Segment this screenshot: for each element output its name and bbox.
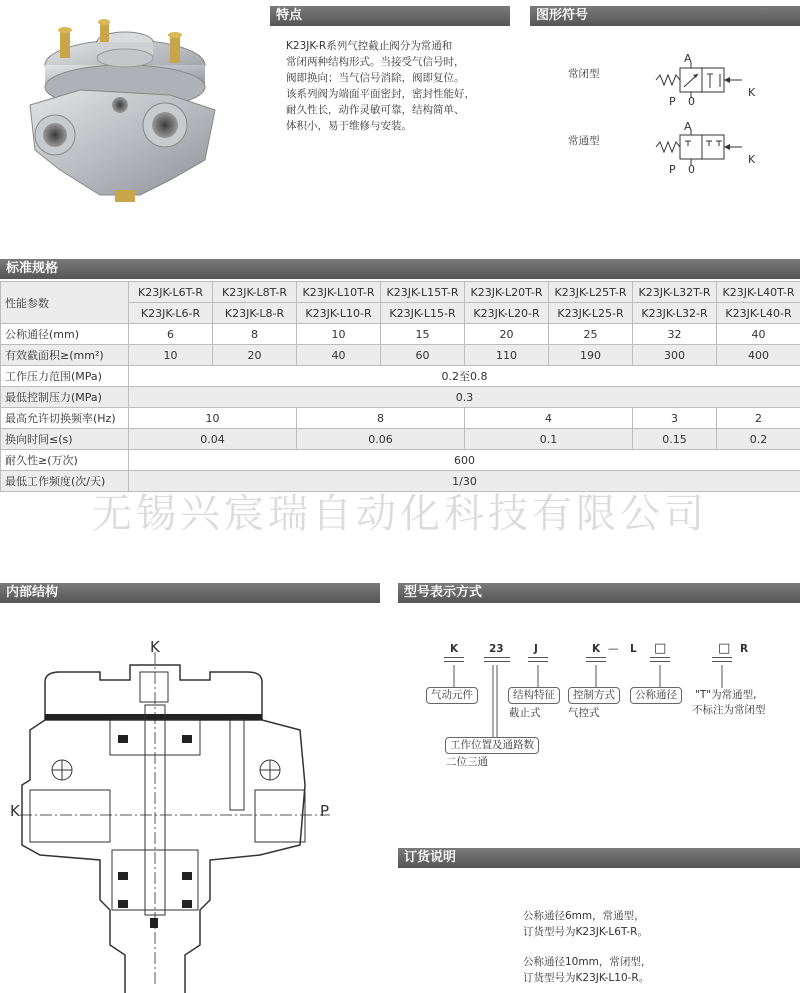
code-dash: — — [608, 643, 619, 655]
spec-cell: 6 — [129, 324, 213, 345]
spec-model-t-cell: K23JK-L15T-R — [381, 282, 465, 303]
features-line: 阀即换向；当气信号消除，阀即复位。 — [286, 72, 465, 84]
nc-port-a: A — [684, 52, 692, 65]
features-line: 耐久性长，动作灵敏可靠，结构简单、 — [286, 104, 465, 116]
spec-cell: 2 — [717, 408, 800, 429]
spec-row-label: 最低工作频度(次/天) — [1, 471, 129, 492]
spec-cell: 110 — [465, 345, 549, 366]
spec-cell: 600 — [129, 450, 800, 471]
spec-model-cell: K23JK-L20-R — [465, 303, 549, 324]
spec-row — [1, 345, 800, 366]
spec-cell: 20 — [465, 324, 549, 345]
code-j: J — [534, 643, 538, 655]
box-bore: 公称通径 — [630, 687, 682, 704]
spec-model-t-cell: K23JK-L10T-R — [297, 282, 381, 303]
nc-port-zero: 0 — [688, 95, 695, 108]
no-port-p: P — [669, 163, 676, 176]
spec-row-label: 最高允许切换频率(Hz) — [1, 408, 129, 429]
spec-cell: 1/30 — [129, 471, 800, 492]
spec-cell: 20 — [213, 345, 297, 366]
code-23: 23 — [489, 643, 504, 655]
spec-row-label: 换向时间≤(s) — [1, 429, 129, 450]
spec-cell: 8 — [213, 324, 297, 345]
note-t-2: 不标注为常闭型 — [692, 704, 766, 716]
spec-row-label: 工作压力范围(MPa) — [1, 366, 129, 387]
ordering-line: 订货型号为K23JK-L6T-R。 — [523, 926, 648, 938]
nc-valve-symbol — [650, 52, 770, 112]
spec-model-t-cell: K23JK-L6T-R — [129, 282, 213, 303]
code-k1: K — [450, 643, 459, 655]
spec-table — [0, 281, 800, 492]
watermark: 无锡兴宸瑞自动化科技有限公司 — [92, 491, 708, 537]
spec-cell: 10 — [129, 345, 213, 366]
structure-header: 内部结构 — [0, 583, 380, 603]
model-code-header: 型号表示方式 — [398, 583, 800, 603]
spec-cell: 0.04 — [129, 429, 297, 450]
spec-cell: 0.2至0.8 — [129, 366, 800, 387]
box-structure: 结构特征 — [508, 687, 560, 704]
note-position-sub: 二位三通 — [446, 756, 488, 768]
spec-model-cell: K23JK-L40-R — [717, 303, 800, 324]
spec-row-label: 有效截面积≥(mm²) — [1, 345, 129, 366]
spec-row — [1, 450, 800, 471]
spec-row — [1, 387, 800, 408]
ordering-line: 公称通径10mm，常闭型， — [523, 956, 652, 968]
spec-row — [1, 324, 800, 345]
spec-model-t-cell: K23JK-L40T-R — [717, 282, 800, 303]
code-bore-box: □ — [654, 641, 667, 656]
spec-row-label: 公称通径(mm) — [1, 324, 129, 345]
features-line: 该系列阀为端面平面密封，密封性能好， — [286, 88, 475, 100]
note-structure-sub: 截止式 — [509, 707, 541, 719]
ordering-line: 订货型号为K23JK-L10-R。 — [523, 972, 650, 984]
nc-port-p: P — [669, 95, 676, 108]
ordering-header: 订货说明 — [398, 848, 800, 868]
specs-header: 标准规格 — [0, 259, 800, 279]
spec-row-label: 耐久性≥(万次) — [1, 450, 129, 471]
note-t-1: "T"为常通型, — [695, 689, 757, 701]
spec-cell: 40 — [297, 345, 381, 366]
spec-model-cell: K23JK-L15-R — [381, 303, 465, 324]
valve-product-photo — [20, 10, 225, 215]
spec-cell: 0.1 — [465, 429, 633, 450]
features-header: 特点 — [270, 6, 510, 26]
nc-port-k: K — [748, 86, 756, 99]
features-text — [286, 38, 506, 134]
spec-cell: 32 — [633, 324, 717, 345]
nc-label: 常闭型 — [568, 68, 600, 80]
spec-model-t-cell: K23JK-L20T-R — [465, 282, 549, 303]
spec-cell: 3 — [633, 408, 717, 429]
spec-cell: 0.2 — [717, 429, 800, 450]
spec-model-row-t — [1, 282, 800, 303]
spec-cell: 15 — [381, 324, 465, 345]
spec-cell: 40 — [717, 324, 800, 345]
code-r: R — [740, 643, 749, 655]
spec-cell: 0.15 — [633, 429, 717, 450]
spec-row — [1, 429, 800, 450]
spec-cell: 10 — [129, 408, 297, 429]
spec-param-header: 性能参数 — [1, 282, 129, 324]
spec-model-cell: K23JK-L6-R — [129, 303, 213, 324]
ordering-line — [523, 940, 793, 954]
structure-label-k-left: K — [10, 802, 20, 820]
spec-cell: 8 — [297, 408, 465, 429]
spec-row-label: 最低控制压力(MPa) — [1, 387, 129, 408]
spec-model-cell: K23JK-L10-R — [297, 303, 381, 324]
spec-model-cell: K23JK-L8-R — [213, 303, 297, 324]
box-pneumatic: 气动元件 — [426, 687, 478, 704]
spec-row — [1, 408, 800, 429]
spec-model-t-cell: K23JK-L25T-R — [549, 282, 633, 303]
ordering-line: 公称通径6mm，常通型， — [523, 910, 645, 922]
no-port-zero: 0 — [688, 163, 695, 176]
spec-cell: 60 — [381, 345, 465, 366]
spec-row — [1, 366, 800, 387]
structure-label-k-top: K — [150, 638, 160, 656]
spec-model-t-cell: K23JK-L32T-R — [633, 282, 717, 303]
spec-cell: 0.3 — [129, 387, 800, 408]
box-control: 控制方式 — [568, 687, 620, 704]
spec-cell: 300 — [633, 345, 717, 366]
spec-cell: 400 — [717, 345, 800, 366]
spec-model-cell: K23JK-L25-R — [549, 303, 633, 324]
code-l: L — [630, 643, 637, 655]
features-line: 体积小，易于维修与安装。 — [286, 120, 412, 132]
no-port-a: A — [684, 120, 692, 133]
spec-cell: 190 — [549, 345, 633, 366]
features-line: 常闭两种结构形式。当接受气信号时， — [286, 56, 465, 68]
symbols-header: 图形符号 — [530, 6, 800, 26]
box-position: 工作位置及通路数 — [445, 737, 539, 754]
note-control-sub: 气控式 — [568, 707, 600, 719]
spec-model-t-cell: K23JK-L8T-R — [213, 282, 297, 303]
features-line: K23JK-R系列气控截止阀分为常通和 — [286, 40, 453, 52]
spec-cell: 10 — [297, 324, 381, 345]
spec-cell: 4 — [465, 408, 633, 429]
code-t-box: □ — [718, 641, 731, 656]
no-port-k: K — [748, 153, 756, 166]
no-label: 常通型 — [568, 135, 600, 147]
ordering-text — [523, 908, 793, 986]
code-k2: K — [592, 643, 601, 655]
spec-model-cell: K23JK-L32-R — [633, 303, 717, 324]
spec-cell: 0.06 — [297, 429, 465, 450]
structure-label-p-right: P — [320, 802, 330, 820]
spec-cell: 25 — [549, 324, 633, 345]
